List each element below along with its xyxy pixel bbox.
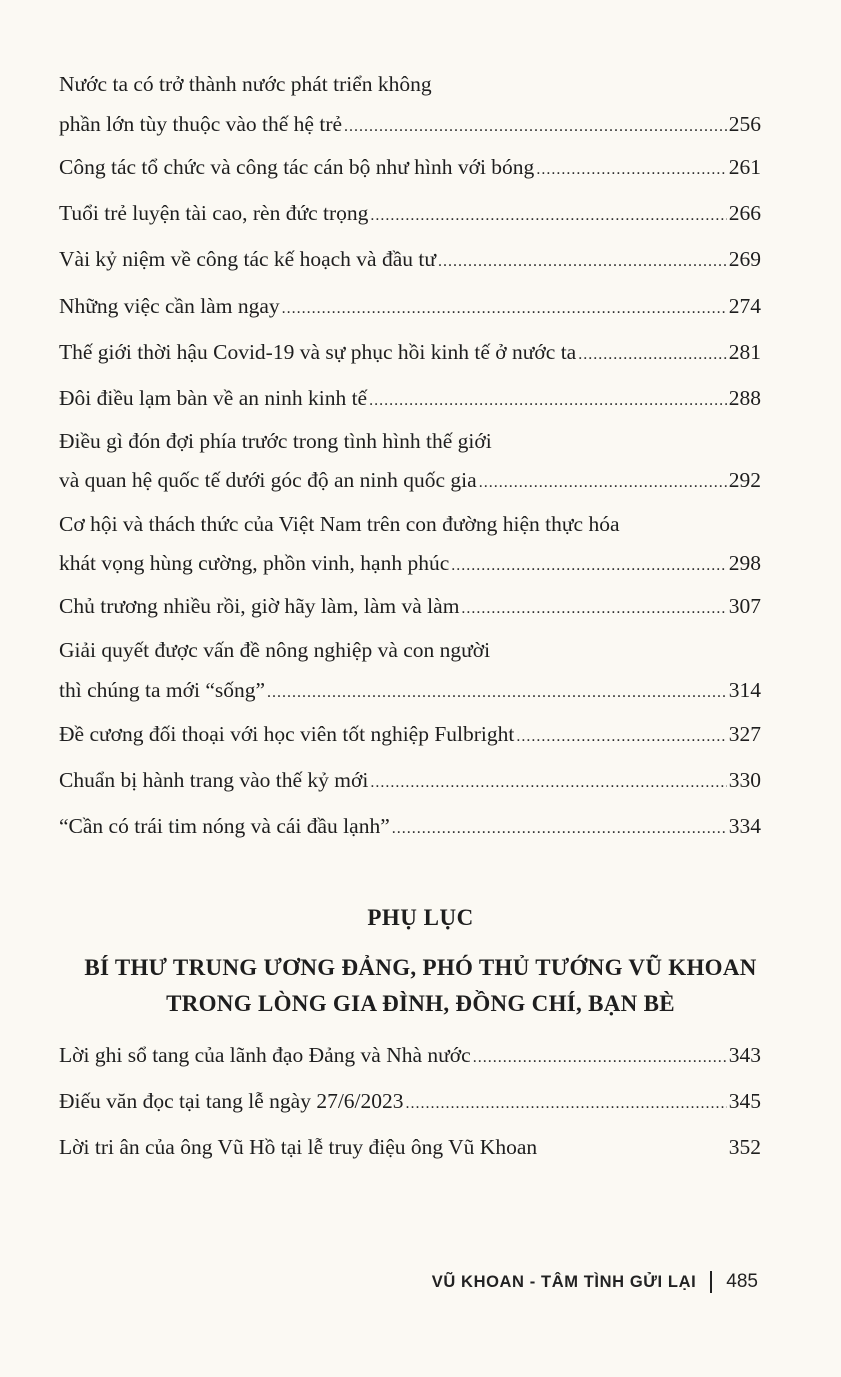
toc-leader-dots: [516, 729, 726, 745]
toc-entry: [59, 596, 761, 618]
toc-page-number: 334: [728, 814, 761, 838]
toc-entry-title: Những việc cần làm ngay: [59, 294, 280, 318]
toc-leader-dots: [473, 1050, 727, 1066]
toc-entry: [59, 388, 761, 410]
toc-leader-dots: [370, 208, 726, 224]
appendix-entry-title: Lời tri ân của ông Vũ Hồ tại lễ truy điệu ông Vũ Khoan: [59, 1135, 538, 1159]
toc-leader-dots: [578, 347, 727, 363]
appendix-entry-title: Lời ghi sổ tang của lãnh đạo Đảng và Nhà nước: [59, 1043, 471, 1067]
toc-page-number: 266: [728, 201, 761, 225]
toc-leader-dots: [536, 162, 726, 178]
toc-entry-title: Đôi điều lạm bàn về an ninh kinh tế: [59, 386, 368, 410]
toc-page-number: 307: [728, 594, 761, 618]
running-title: VŨ KHOAN - TÂM TÌNH GỬI LẠI: [431, 1272, 697, 1291]
toc-entry-title-line2: khát vọng hùng cường, phồn vinh, hạnh phúc: [59, 550, 450, 575]
toc-entry: [59, 724, 761, 746]
toc-entry: [59, 342, 761, 364]
toc-leader-dots: [267, 685, 727, 701]
toc-entry: [59, 203, 761, 225]
toc-entry: [59, 296, 761, 318]
toc-entry-title: Chuẩn bị hành trang vào thế kỷ mới: [59, 768, 369, 792]
toc-entry-title: Tuổi trẻ luyện tài cao, rèn đức trọng: [59, 201, 369, 225]
toc-entry-title-line1: Nước ta có trở thành nước phát triển không: [59, 72, 432, 96]
toc-entry-title: Vài kỷ niệm về công tác kế hoạch và đầu tư: [59, 247, 437, 271]
toc-page-number: 314: [728, 677, 761, 702]
appendix-page-number: 345: [728, 1089, 761, 1113]
toc-page-number: 261: [728, 155, 761, 179]
toc-page-number: 269: [728, 247, 761, 271]
toc-page-number: 288: [728, 386, 761, 410]
toc-leader-dots: [406, 1096, 727, 1112]
toc-leader-dots: [479, 475, 727, 491]
toc-leader-dots: [451, 558, 726, 574]
appendix-page-number: 352: [728, 1135, 761, 1159]
toc-entry-title-line1: Giải quyết được vấn đề nông nghiệp và con người: [59, 638, 491, 662]
appendix-page-number: 343: [728, 1043, 761, 1067]
appendix-entry: [59, 1137, 761, 1159]
toc-leader-dots: [461, 601, 726, 617]
toc-entry: [59, 74, 761, 135]
toc-entry-title: “Cần có trái tim nóng và cái đầu lạnh”: [59, 814, 390, 838]
appendix-entry: [59, 1045, 761, 1067]
toc-entry: [59, 770, 761, 792]
toc-page-number: 330: [728, 768, 761, 792]
toc-leader-dots: [370, 775, 726, 791]
toc-entry-title: Đề cương đối thoại với học viên tốt nghiệp Fulbright: [59, 722, 515, 746]
toc-page-number: 274: [728, 294, 761, 318]
toc-page-number: 292: [728, 467, 761, 492]
toc-entry-title-line1: Điều gì đón đợi phía trước trong tình hình thế giới: [59, 429, 492, 453]
toc-leader-dots: [282, 301, 727, 317]
appendix-entry-title: Điếu văn đọc tại tang lễ ngày 27/6/2023: [59, 1089, 404, 1113]
toc-entry-title: Thế giới thời hậu Covid-19 và sự phục hồi kinh tế ở nước ta: [59, 340, 577, 364]
page-footer: [432, 1271, 758, 1293]
footer-divider: [710, 1271, 712, 1293]
toc-entry: [59, 640, 761, 701]
toc-entry-title-line2: thì chúng ta mới “sống”: [59, 677, 266, 702]
toc-entry-title-line2: và quan hệ quốc tế dưới góc độ an ninh quốc gia: [59, 467, 477, 492]
toc-leader-dots: [392, 821, 727, 837]
appendix-title-line2: TRONG LÒNG GIA ĐÌNH, ĐỒNG CHÍ, BẠN BÈ: [166, 991, 675, 1016]
toc-entry-title: Chủ trương nhiều rồi, giờ hãy làm, làm và làm: [59, 594, 460, 618]
toc-entry: [59, 157, 761, 179]
appendix-title-line1: BÍ THƯ TRUNG ƯƠNG ĐẢNG, PHÓ THỦ TƯỚNG VŨ KHOAN: [84, 955, 757, 980]
toc-leader-dots: [344, 119, 727, 135]
toc-entry: [59, 249, 761, 271]
toc-entry: [59, 431, 761, 491]
toc-page-number: 327: [728, 722, 761, 746]
page-number: 485: [726, 1271, 758, 1292]
toc-page-number: 298: [728, 550, 761, 575]
appendix-entry: [59, 1091, 761, 1113]
toc-page-number: 281: [728, 340, 761, 364]
appendix-label: PHỤ LỤC: [367, 905, 474, 930]
toc-entry-title-line1: Cơ hội và thách thức của Việt Nam trên con đường hiện thực hóa: [59, 512, 620, 536]
toc-leader-dots: [438, 254, 727, 270]
toc-leader-dots: [369, 393, 727, 409]
toc-entry-title: Công tác tổ chức và công tác cán bộ như hình với bóng: [59, 155, 535, 179]
toc-entry: [59, 514, 761, 574]
toc-page-number: 256: [728, 111, 761, 136]
toc-entry: [59, 816, 761, 838]
toc-entry-title-line2: phần lớn tùy thuộc vào thế hệ trẻ: [59, 111, 343, 136]
